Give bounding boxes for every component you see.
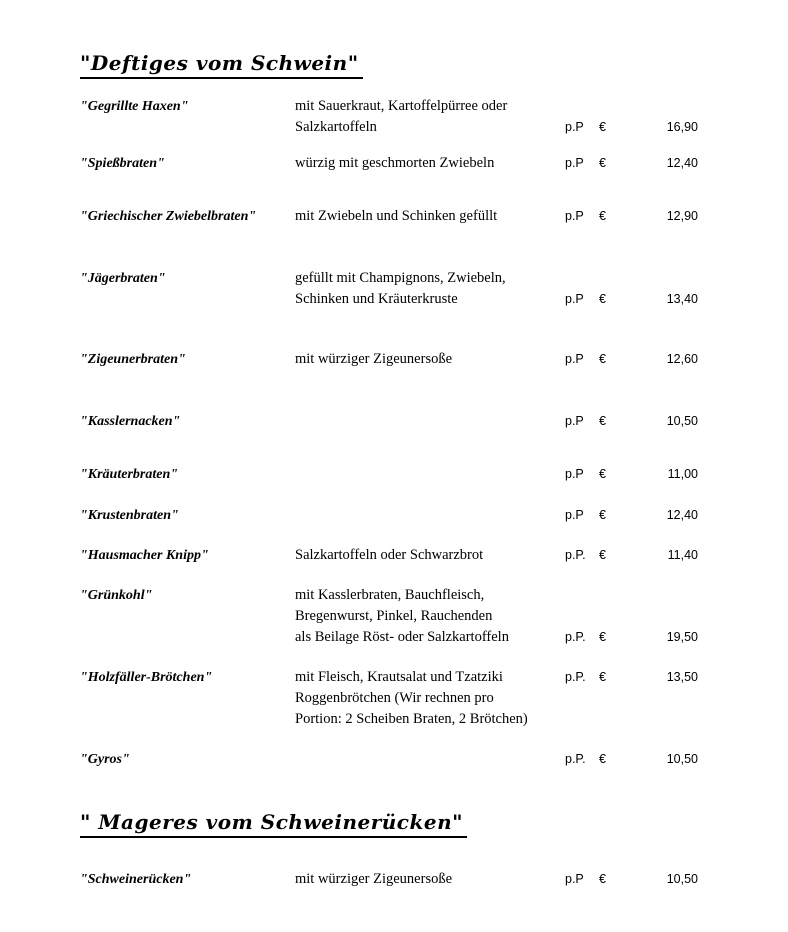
currency-symbol: € — [599, 414, 606, 428]
dish-description-line: mit Zwiebeln und Schinken gefüllt — [295, 208, 498, 224]
price-block — [565, 585, 698, 648]
menu-item-row — [80, 96, 698, 138]
dish-name: "Griechischer Zwiebelbraten" — [80, 209, 257, 224]
section-title-mageres-vom-schweineruecken — [80, 809, 698, 838]
price-amount: 12,60 — [666, 352, 698, 366]
price-block — [565, 206, 698, 227]
per-person-label: p.P. — [565, 630, 586, 644]
per-person-label: p.P — [565, 120, 584, 134]
price-block — [565, 268, 698, 310]
section-title-text: " Mageres vom Schweinerücken" — [80, 809, 467, 838]
dish-name: "Holzfäller-Brötchen" — [80, 670, 213, 685]
price-amount: 12,40 — [666, 508, 698, 522]
per-person-label: p.P — [565, 156, 584, 170]
currency-symbol: € — [599, 156, 606, 170]
per-person-label: p.P. — [565, 670, 586, 684]
dish-description-line: Bregenwurst, Pinkel, Rauchenden — [295, 608, 493, 624]
currency-symbol: € — [599, 752, 606, 766]
currency-symbol: € — [599, 670, 606, 684]
price-block — [565, 749, 698, 770]
currency-symbol: € — [599, 548, 606, 562]
price-amount: 13,40 — [666, 292, 698, 306]
price-block — [565, 464, 698, 485]
dish-name: "Kasslernacken" — [80, 414, 181, 429]
menu-item-row — [80, 667, 698, 730]
dish-name: "Grünkohl" — [80, 588, 153, 603]
section-title-text: "Deftiges vom Schwein" — [80, 50, 363, 79]
menu-item-row — [80, 411, 698, 432]
dish-description — [295, 667, 565, 730]
dish-description-line: gefüllt mit Champignons, Zwiebeln, — [295, 270, 506, 286]
dish-description — [295, 153, 565, 174]
currency-symbol: € — [599, 508, 606, 522]
dish-description — [295, 545, 565, 566]
currency-symbol: € — [599, 120, 606, 134]
price-block — [565, 96, 698, 138]
menu-item-row — [80, 749, 698, 770]
per-person-label: p.P. — [565, 752, 586, 766]
per-person-label: p.P — [565, 292, 584, 306]
menu-item-row — [80, 585, 698, 648]
dish-description-line: Portion: 2 Scheiben Braten, 2 Brötchen) — [295, 711, 528, 727]
dish-description-line: mit Sauerkraut, Kartoffelpürree oder — [295, 98, 508, 114]
price-amount: 12,40 — [666, 156, 698, 170]
dish-description-line: Salzkartoffeln — [295, 119, 377, 135]
dish-name: "Kräuterbraten" — [80, 467, 179, 482]
currency-symbol: € — [599, 630, 606, 644]
menu-item-row — [80, 153, 698, 174]
dish-description-line: Schinken und Kräuterkruste — [295, 291, 458, 307]
dish-name: "Gegrillte Haxen" — [80, 99, 189, 114]
dish-description — [295, 869, 565, 890]
currency-symbol: € — [599, 467, 606, 481]
dish-name: "Spießbraten" — [80, 156, 165, 171]
dish-name: "Gyros" — [80, 752, 130, 767]
dish-description-line: als Beilage Röst- oder Salzkartoffeln — [295, 629, 509, 645]
currency-symbol: € — [599, 209, 606, 223]
dish-description — [295, 349, 565, 370]
price-amount: 10,50 — [666, 872, 698, 886]
price-block — [565, 505, 698, 526]
per-person-label: p.P — [565, 352, 584, 366]
dish-description — [295, 585, 565, 648]
price-amount: 11,00 — [667, 467, 698, 481]
price-block — [565, 545, 698, 566]
menu-item-row — [80, 505, 698, 526]
dish-description-line: mit Fleisch, Krautsalat und Tzatziki — [295, 669, 503, 685]
menu-item-row — [80, 545, 698, 566]
dish-description-line: mit würziger Zigeunersoße — [295, 871, 453, 887]
per-person-label: p.P — [565, 414, 584, 428]
dish-description-line: mit Kasslerbraten, Bauchfleisch, — [295, 587, 485, 603]
price-amount: 13,50 — [666, 670, 698, 684]
currency-symbol: € — [599, 292, 606, 306]
dish-name: "Schweinerücken" — [80, 872, 192, 887]
per-person-label: p.P — [565, 209, 584, 223]
price-block — [565, 667, 698, 688]
price-block — [565, 153, 698, 174]
currency-symbol: € — [599, 872, 606, 886]
menu-item-row — [80, 206, 698, 227]
price-amount: 12,90 — [666, 209, 698, 223]
menu-item-row — [80, 349, 698, 370]
dish-description — [295, 268, 565, 310]
menu-item-row — [80, 869, 698, 890]
price-block — [565, 349, 698, 370]
dish-description-line: mit würziger Zigeunersoße — [295, 351, 453, 367]
price-amount: 19,50 — [666, 630, 698, 644]
price-amount: 10,50 — [666, 752, 698, 766]
menu-item-row — [80, 464, 698, 485]
per-person-label: p.P. — [565, 548, 586, 562]
dish-description — [295, 206, 565, 227]
dish-description — [295, 96, 565, 138]
dish-name: "Hausmacher Knipp" — [80, 548, 209, 563]
currency-symbol: € — [599, 352, 606, 366]
menu-item-row — [80, 268, 698, 310]
dish-description-line: würzig mit geschmorten Zwiebeln — [295, 155, 495, 171]
dish-description-line: Salzkartoffeln oder Schwarzbrot — [295, 547, 484, 563]
dish-description-line: Roggenbrötchen (Wir rechnen pro — [295, 690, 494, 706]
dish-name: "Zigeunerbraten" — [80, 352, 186, 367]
dish-name: "Jägerbraten" — [80, 271, 166, 286]
price-block — [565, 869, 698, 890]
per-person-label: p.P — [565, 467, 584, 481]
price-amount: 10,50 — [666, 414, 698, 428]
price-amount: 16,90 — [666, 120, 698, 134]
per-person-label: p.P — [565, 872, 584, 886]
price-block — [565, 411, 698, 432]
section-title-deftiges-vom-schwein — [80, 50, 698, 79]
price-amount: 11,40 — [667, 548, 698, 562]
dish-name: "Krustenbraten" — [80, 508, 179, 523]
per-person-label: p.P — [565, 508, 584, 522]
